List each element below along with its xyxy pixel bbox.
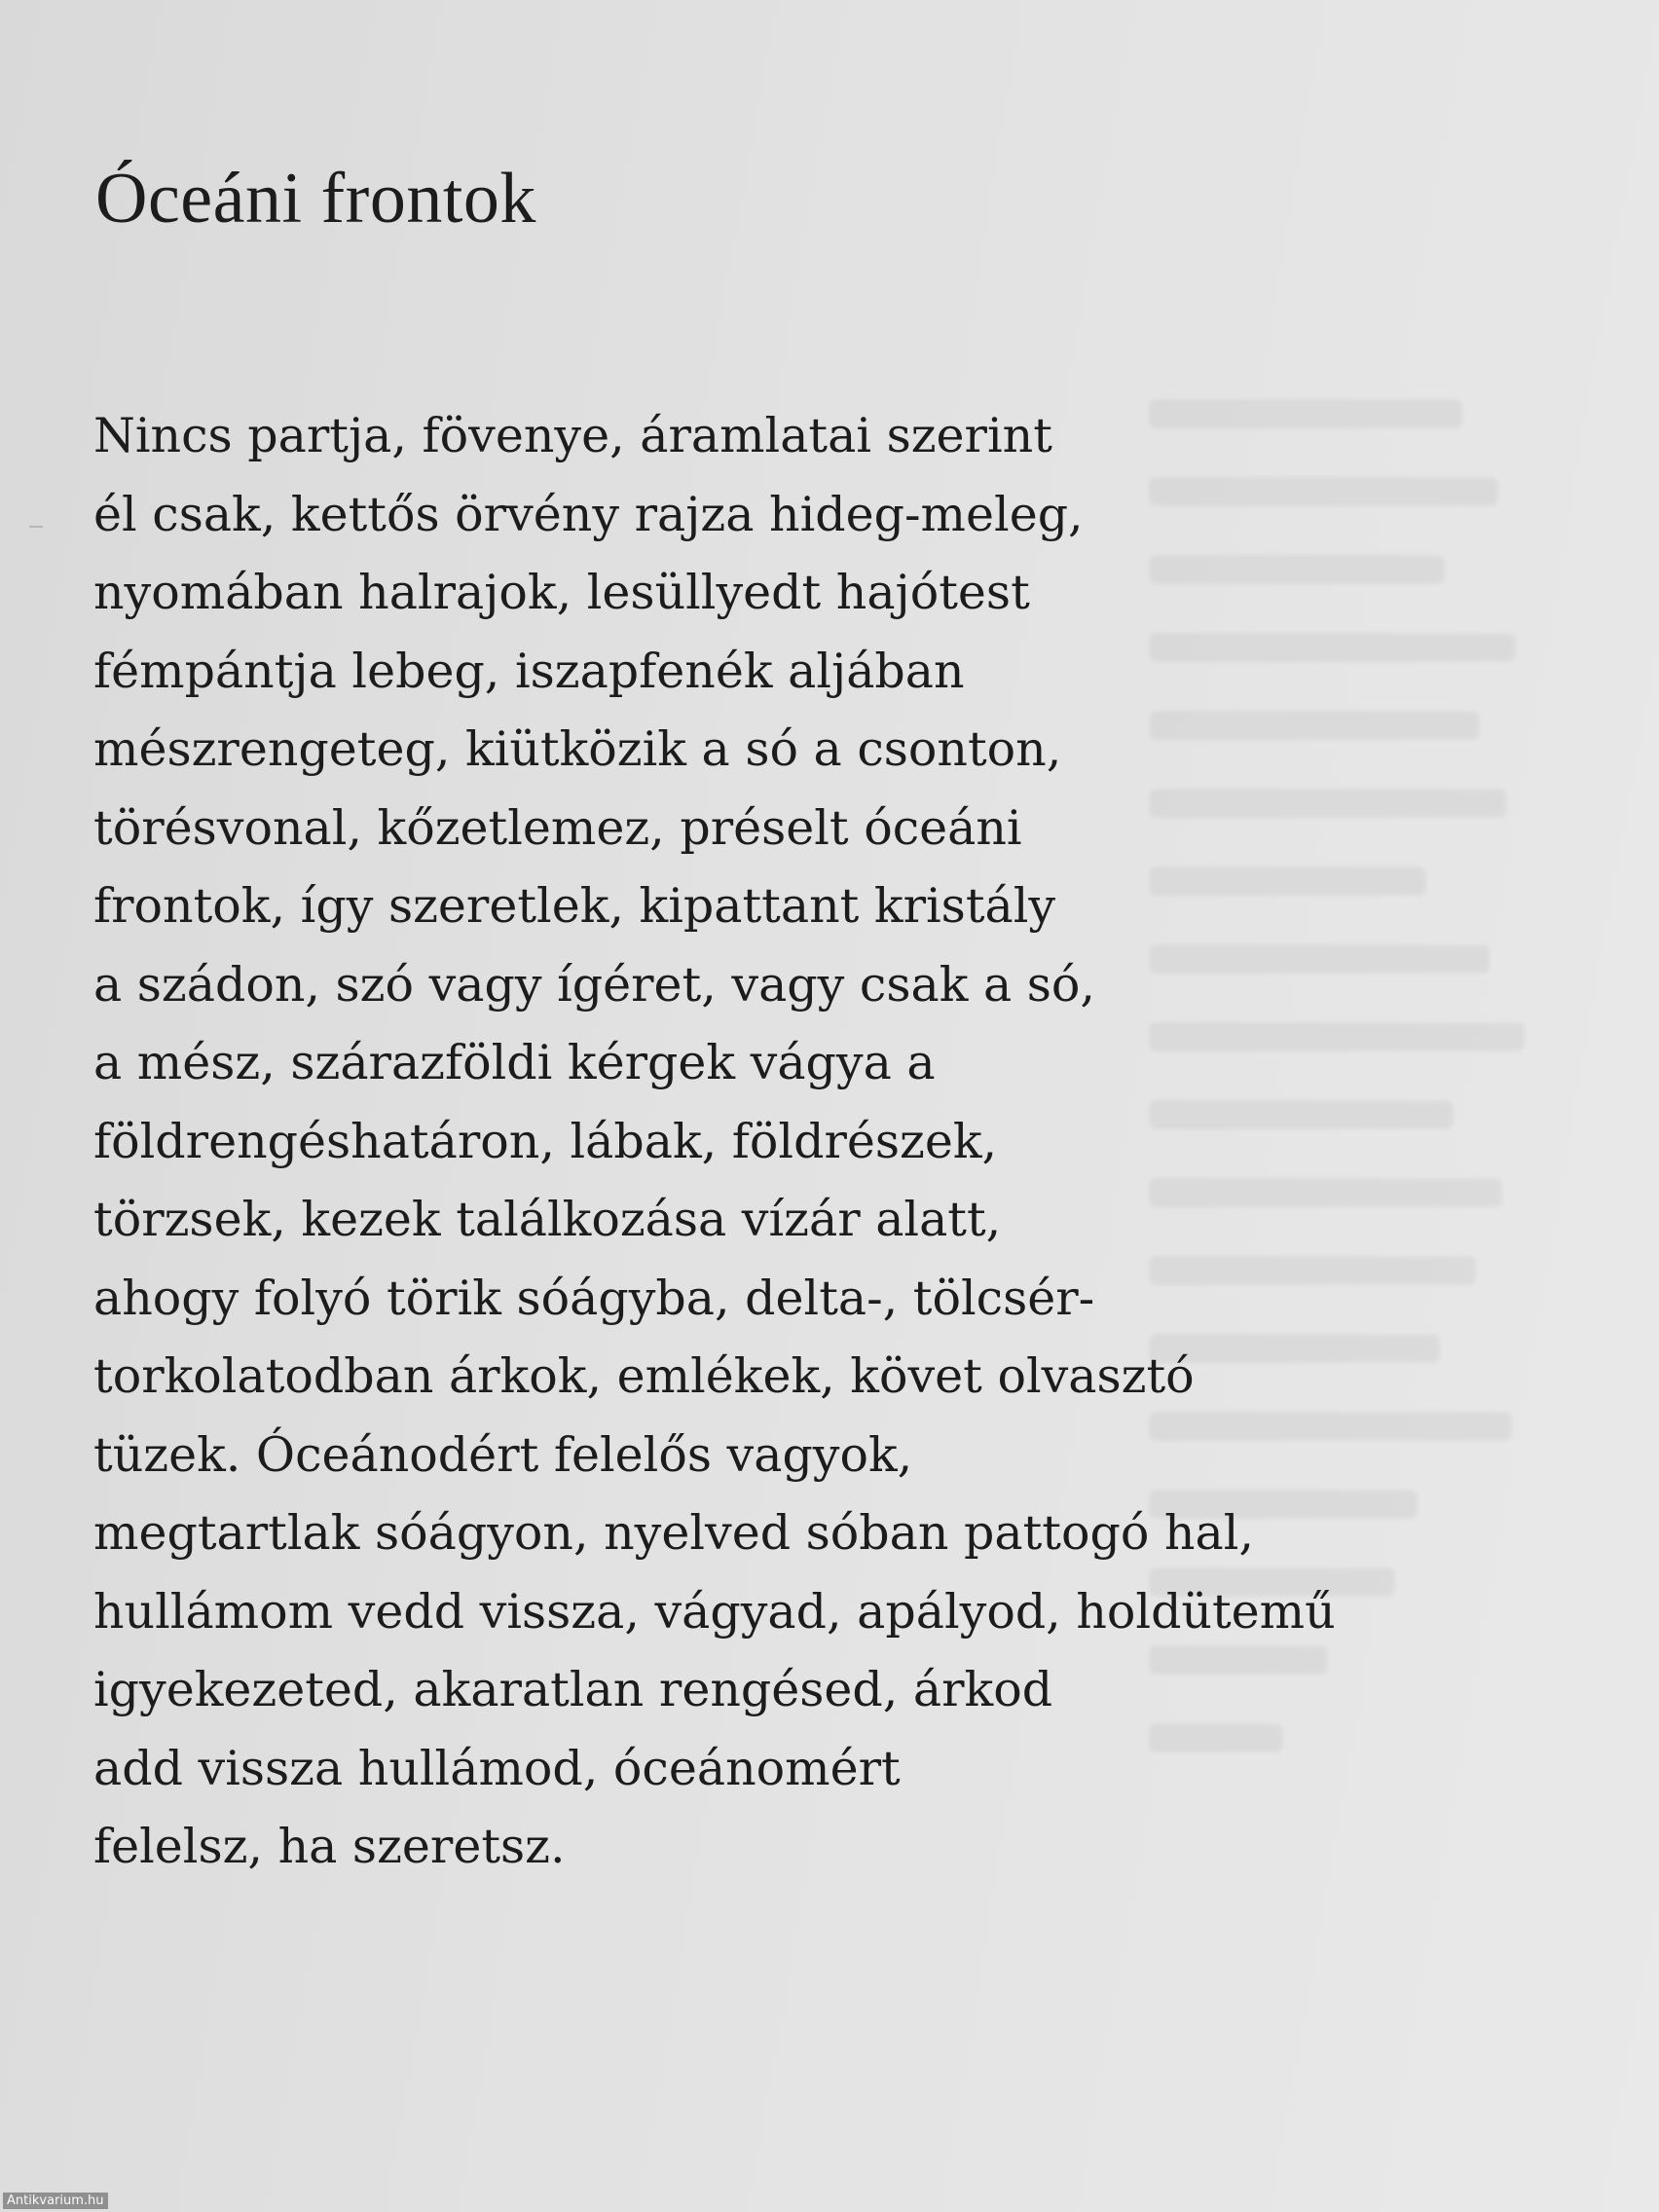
poem-line: a szádon, szó vagy ígéret, vagy csak a só, [93,956,1095,1013]
watermark: Antikvarium.hu [3,2193,108,2209]
poem-line: törzsek, kezek találkozása vízár alatt, [93,1192,1002,1247]
poem-body [93,397,1336,1887]
poem-line: Nincs partja, fövenye, áramlatai szerint [93,408,1052,463]
poem-line: a mész, szárazföldi kérgek vágya a [93,1035,936,1090]
poem-line: él csak, kettős örvény rajza hideg-meleg, [93,486,1084,542]
poem-line: frontok, így szeretlek, kipattant kristály [93,878,1056,934]
poem-line: ahogy folyó törik sóágyba, delta-, tölcsér- [93,1270,1095,1326]
poem-title: Óceáni frontok [95,159,536,239]
poem-line: felelsz, ha szeretsz. [93,1819,566,1874]
poem-line: nyomában halrajok, lesüllyedt hajótest [93,565,1030,620]
poem-line: hullámom vedd vissza, vágyad, apályod, holdütemű [93,1583,1336,1640]
poem-line: torkolatodban árkok, emlékek, követ olvasztó [93,1348,1195,1404]
poem-line: add vissza hullámod, óceánomért [93,1740,901,1796]
poem-line: törésvonal, kőzetlemez, préselt óceáni [93,799,1022,856]
margin-mark [29,526,43,528]
poem-line: igyekezeted, akaratlan rengésed, árkod [93,1662,1053,1717]
poem-line: mészrengeteg, kiütközik a só a csonton, [93,721,1062,777]
poem-line: tüzek. Óceánodért felelős vagyok, [93,1426,913,1483]
poem-line: földrengéshatáron, lábak, földrészek, [93,1113,998,1169]
poem-line: fémpántja lebeg, iszapfenék aljában [93,643,965,699]
poem-line: megtartlak sóágyon, nyelved sóban pattogó hal, [93,1505,1254,1561]
